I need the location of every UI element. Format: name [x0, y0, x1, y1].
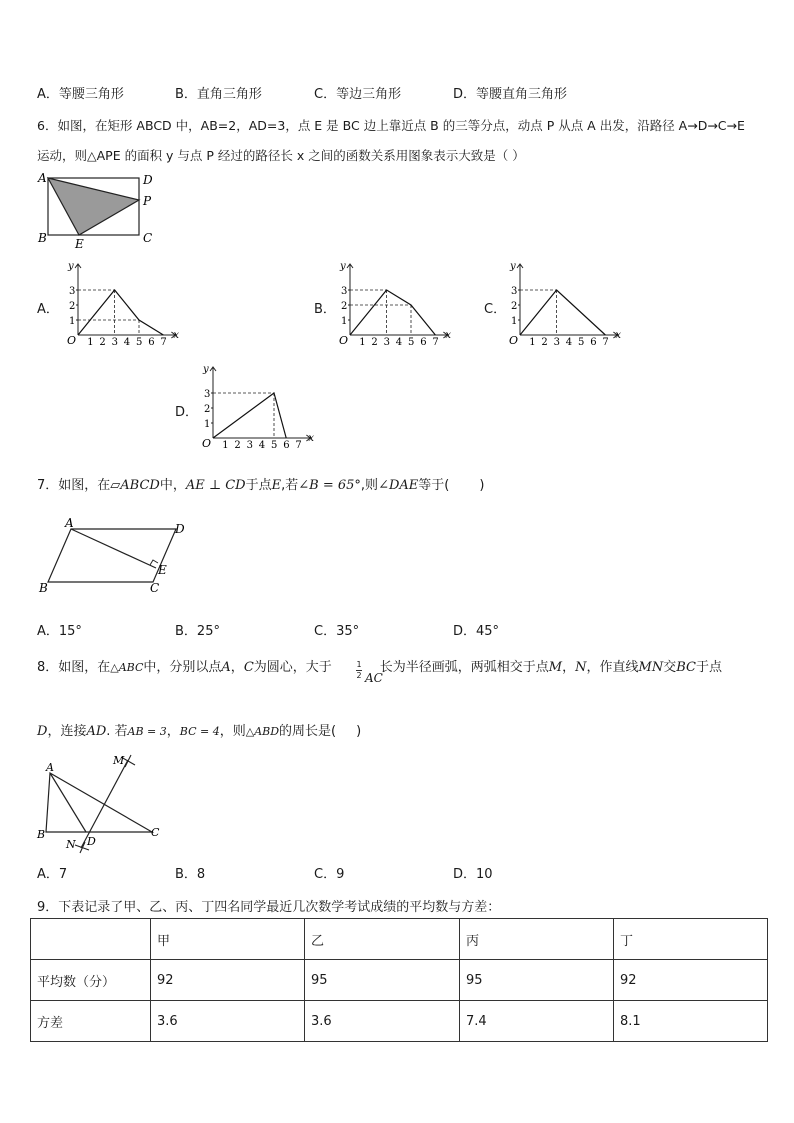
table-cell: 8.1	[614, 1001, 768, 1042]
label-e: E	[75, 237, 84, 251]
q8-fraction	[356, 660, 362, 681]
label-p: P	[143, 194, 152, 208]
q7-text-prefix: 7．如图，在	[37, 478, 111, 493]
table-cell: 方差	[31, 1001, 151, 1042]
q7-close-paren: )	[479, 478, 485, 493]
q8-bc-value: BC = 4	[179, 725, 220, 738]
x-tick-label: 2	[371, 337, 378, 348]
q8-triangle-figure	[33, 748, 168, 858]
table-cell: 平均数（分）	[31, 960, 151, 1001]
q9-score-table	[30, 918, 768, 1042]
origin-label: O	[339, 334, 349, 347]
q8-line-mn: MN	[638, 660, 664, 675]
label-m: M	[113, 754, 125, 767]
q8-line2-close: )	[356, 724, 362, 739]
q8-segment-ad: AD	[86, 724, 107, 739]
q8-text-mid2: 为圆心，大于	[253, 660, 332, 675]
x-tick-label: 5	[578, 337, 585, 348]
x-tick-label: 1	[87, 337, 94, 348]
q8-fraction-ac: AC	[365, 671, 383, 685]
q8-text-mid3: 长为半径画弧，两弧相交于点	[379, 660, 549, 675]
table-cell: 3.6	[305, 1001, 460, 1042]
table-cell: 95	[305, 960, 460, 1001]
y-tick-label: 3	[341, 286, 348, 297]
q6-option-c-label: C．	[484, 302, 507, 317]
table-cell: 7.4	[460, 1001, 614, 1042]
x-tick-label: 6	[590, 337, 597, 348]
q8-point-c: C	[243, 660, 254, 675]
y-tick-label: 1	[341, 316, 348, 327]
y-tick-label: 3	[204, 389, 211, 400]
x-tick-label: 3	[383, 337, 390, 348]
segment-ad	[50, 773, 86, 832]
x-tick-label: 5	[271, 440, 278, 451]
q8-point-n: N	[575, 660, 587, 675]
q9-stem: 9．下表记录了甲、乙、丙、丁四名同学最近几次数学考试成绩的平均数与方差：	[37, 900, 501, 915]
x-tick-label: 7	[295, 440, 302, 451]
y-tick-label: 2	[341, 301, 348, 312]
q8-text-mid6: 于点	[695, 660, 722, 675]
q8-line2-mid3: ，则	[219, 724, 246, 739]
y-tick-label: 2	[204, 404, 211, 415]
x-tick-label: 2	[99, 337, 106, 348]
right-angle-mark	[150, 560, 158, 565]
table-row	[31, 1001, 768, 1042]
table-header-cell: 丁	[614, 919, 768, 960]
q5-option-d: D．等腰直角三角形	[453, 87, 568, 102]
label-a: A	[65, 516, 74, 530]
label-a: A	[38, 171, 47, 185]
x-tick-label: 3	[246, 440, 253, 451]
q6-stem-line1: 6．如图，在矩形 ABCD 中，AB=2，AD=3，点 E 是 BC 边上靠近点 B 的三等分点，动点 P 从点 A 出发，沿路径 A→D→C→E	[37, 118, 745, 133]
label-d: D	[175, 522, 185, 536]
x-tick-label: 2	[541, 337, 548, 348]
q7-perpendicular: AE ⊥ CD	[185, 478, 246, 493]
q8-text-mid5: 交	[663, 660, 677, 675]
q8-sep2: ，	[562, 660, 576, 675]
origin-label: O	[202, 437, 212, 450]
x-tick-label: 6	[420, 337, 427, 348]
q8-sep: ，	[230, 660, 244, 675]
x-tick-label: 4	[565, 337, 573, 348]
q8-fraction-numerator: 1	[356, 660, 362, 669]
triangle-abc	[46, 773, 152, 832]
q7-option-d: D．45°	[453, 624, 500, 639]
q7-text-mid4: ,则	[360, 478, 379, 493]
q6-graph-d	[195, 361, 323, 453]
q7-parallelogram-name: ▱ABCD	[110, 478, 160, 493]
x-tick-label: 1	[359, 337, 366, 348]
x-tick-label: 7	[432, 337, 439, 348]
y-axis-label: y	[340, 261, 346, 272]
q7-text-mid2: 于点	[245, 478, 272, 493]
x-tick-label: 5	[136, 337, 143, 348]
q8-option-b: B．8	[175, 867, 206, 882]
q7-text-mid3: ,若	[281, 478, 299, 493]
q8-point-a: A	[221, 660, 231, 675]
x-tick-label: 4	[395, 337, 403, 348]
q5-option-c: C．等边三角形	[314, 87, 402, 102]
label-c: C	[143, 231, 153, 245]
y-axis-label: y	[68, 261, 74, 272]
q8-option-d: D．10	[453, 867, 493, 882]
q7-text-suffix: 等于(	[418, 478, 450, 493]
table-cell: 3.6	[151, 1001, 305, 1042]
q8-text-prefix: 8．如图，在	[37, 660, 111, 675]
x-tick-label: 4	[123, 337, 131, 348]
table-header-cell: 丙	[460, 919, 614, 960]
q8-text-mid1: 中，分别以点	[143, 660, 222, 675]
q8-stem-line2	[37, 720, 361, 739]
q8-point-d: D	[37, 724, 48, 739]
q8-text-mid4: ，作直线	[586, 660, 639, 675]
segment-ae	[71, 529, 156, 568]
label-b: B	[38, 231, 47, 245]
y-tick-label: 3	[69, 286, 76, 297]
series-line	[350, 290, 435, 335]
q8-point-m: M	[548, 660, 563, 675]
q6-rectangle-figure	[30, 168, 160, 252]
q7-angle-b: ∠B = 65°	[298, 478, 361, 493]
q8-ab-value: AB = 3	[127, 725, 167, 738]
q7-parallelogram-figure	[35, 516, 185, 598]
label-b: B	[39, 581, 48, 595]
table-cell: 92	[151, 960, 305, 1001]
x-tick-label: 7	[602, 337, 609, 348]
y-tick-label: 3	[511, 286, 518, 297]
q8-triangle-abd: △ABD	[245, 725, 280, 738]
y-tick-label: 2	[69, 301, 76, 312]
table-cell: 95	[460, 960, 614, 1001]
q5-option-a: A．等腰三角形	[37, 87, 124, 102]
q8-line2-suffix: 的周长是(	[279, 724, 337, 739]
q6-option-b-label: B．	[314, 302, 336, 317]
x-axis-label: x	[445, 330, 452, 341]
q8-fraction-denominator: 2	[356, 671, 362, 680]
origin-label: O	[67, 334, 77, 347]
q6-graph-b	[332, 258, 460, 350]
y-tick-label: 1	[204, 419, 211, 430]
q6-stem-line2: 运动，则△APE 的面积 y 与点 P 经过的路径长 x 之间的函数关系用图象表示大致是（ ）	[37, 148, 525, 163]
label-d: D	[87, 835, 96, 848]
label-c: C	[150, 581, 160, 595]
triangle-ape	[48, 178, 139, 235]
label-b: B	[37, 828, 46, 841]
x-tick-label: 3	[111, 337, 118, 348]
series-line	[520, 290, 605, 335]
table-header-cell: 甲	[151, 919, 305, 960]
table-header-cell: 乙	[305, 919, 460, 960]
q8-option-a: A．7	[37, 867, 68, 882]
series-line	[213, 393, 286, 438]
table-header-cell	[31, 919, 151, 960]
table-row	[31, 960, 768, 1001]
q8-segment-bc: BC	[676, 660, 696, 675]
q7-option-b: B．25°	[175, 624, 220, 639]
label-c: C	[151, 826, 160, 839]
q7-text-mid1: 中，	[159, 478, 186, 493]
x-tick-label: 1	[529, 337, 536, 348]
q6-graph-c	[502, 258, 630, 350]
label-a: A	[46, 761, 54, 774]
q6-option-d-label: D．	[175, 405, 199, 420]
label-d: D	[143, 173, 153, 187]
q7-angle-dae: ∠DAE	[378, 478, 419, 493]
parallelogram-abcd	[48, 529, 176, 582]
x-tick-label: 7	[160, 337, 167, 348]
x-tick-label: 5	[408, 337, 415, 348]
x-tick-label: 6	[283, 440, 290, 451]
q6-option-a-label: A．	[37, 302, 59, 317]
q7-option-a: A．15°	[37, 624, 82, 639]
y-tick-label: 1	[511, 316, 518, 327]
origin-label: O	[509, 334, 519, 347]
series-line	[78, 290, 163, 335]
table-header-row	[31, 919, 768, 960]
table-cell: 92	[614, 960, 768, 1001]
label-n: N	[66, 838, 76, 851]
q7-option-c: C．35°	[314, 624, 360, 639]
x-tick-label: 2	[234, 440, 241, 451]
x-tick-label: 3	[553, 337, 560, 348]
label-e: E	[158, 563, 167, 577]
x-axis-label: x	[308, 433, 315, 444]
x-tick-label: 6	[148, 337, 155, 348]
q8-line2-sep: ，	[166, 724, 180, 739]
q8-triangle-abc: △ABC	[110, 661, 144, 674]
x-tick-label: 1	[222, 440, 229, 451]
x-axis-label: x	[173, 330, 180, 341]
q7-point-e: E	[271, 478, 282, 493]
y-axis-label: y	[203, 364, 209, 375]
q5-option-b: B．直角三角形	[175, 87, 262, 102]
y-tick-label: 2	[511, 301, 518, 312]
q6-graph-a	[60, 258, 188, 350]
q7-stem	[37, 474, 484, 493]
q8-line2-mid1: ，连接	[47, 724, 87, 739]
x-tick-label: 4	[258, 440, 266, 451]
y-axis-label: y	[510, 261, 516, 272]
q8-option-c: C．9	[314, 867, 345, 882]
q8-line2-mid2: . 若	[106, 724, 128, 739]
y-tick-label: 1	[69, 316, 76, 327]
x-axis-label: x	[615, 330, 622, 341]
